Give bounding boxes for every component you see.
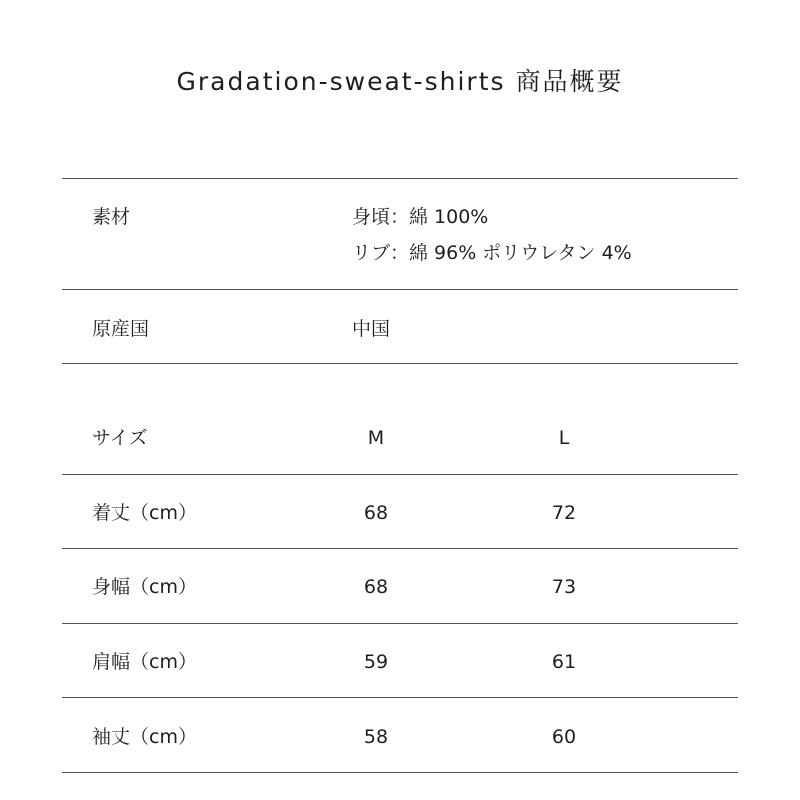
divider: [62, 474, 738, 475]
divider: [62, 289, 738, 290]
divider: [62, 623, 738, 624]
divider: [62, 772, 738, 773]
row-label: 着丈（cm）: [92, 502, 197, 524]
size-header-m: M: [367, 427, 385, 449]
page-title: Gradation-sweat-shirts 商品概要: [176, 67, 624, 96]
row-value-m: 68: [363, 502, 389, 524]
material-line-rib: リブ：綿 96% ポリウレタン 4%: [352, 242, 632, 264]
row-label: 身幅（cm）: [92, 576, 197, 598]
row-value-l: 60: [551, 726, 577, 748]
row-label: 肩幅（cm）: [92, 651, 197, 673]
origin-label: 原産国: [92, 318, 150, 340]
material-line-body: 身頃：綿 100%: [352, 206, 489, 228]
divider: [62, 697, 738, 698]
row-value-l: 72: [551, 502, 577, 524]
size-header-label: サイズ: [92, 427, 148, 449]
row-value-m: 59: [363, 651, 389, 673]
row-value-l: 61: [551, 651, 577, 673]
row-value-m: 58: [363, 726, 389, 748]
material-label: 素材: [92, 206, 131, 228]
divider: [62, 178, 738, 179]
size-header-l: L: [558, 427, 570, 449]
row-value-m: 68: [363, 576, 389, 598]
divider: [62, 363, 738, 364]
origin-value: 中国: [352, 318, 391, 340]
row-value-l: 73: [551, 576, 577, 598]
row-label: 袖丈（cm）: [92, 726, 197, 748]
divider: [62, 548, 738, 549]
